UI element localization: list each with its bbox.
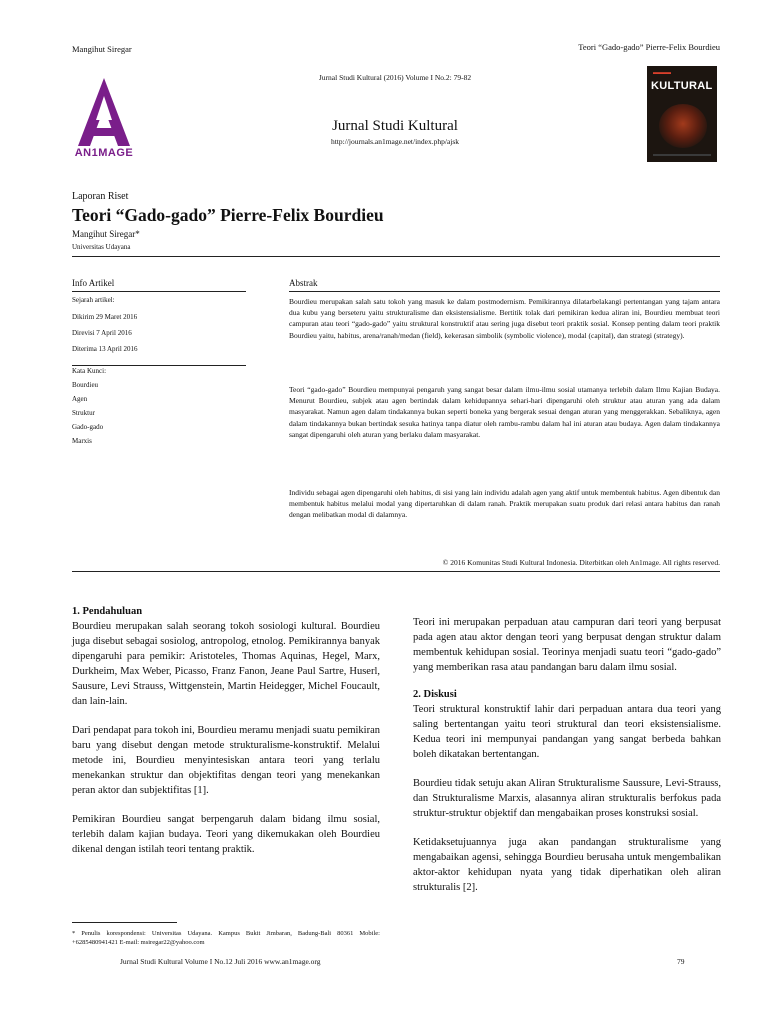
keyword-item: Marxis [72, 437, 92, 445]
body-paragraph: Ketidaksetujuannya juga akan pandangan strukturalisme yang mengabaikan agensi, sehingga Bourdieu berusaha untuk mengembalikan aktor-aktor kehidupan nyata yang tidak diperhatikan oleh aliran strukturalis [2]. [413, 837, 721, 893]
body-column-left [72, 604, 380, 871]
history-label: Sejarah artikel: [72, 296, 115, 304]
journal-reference: Jurnal Studi Kultural (2016) Volume I No.2: 79-82 [318, 73, 472, 82]
running-header-author: Mangihut Siregar [72, 44, 132, 54]
journal-title: Jurnal Studi Kultural [332, 118, 458, 134]
divider [72, 256, 720, 257]
history-list [72, 309, 138, 357]
cover-stripe [653, 154, 711, 156]
history-item: Diterima 13 April 2016 [72, 345, 138, 353]
abstract-paragraph: Individu sebagai agen dipengaruhi oleh habitus, di sisi yang lain individu adalah agen yang aktif untuk membentuk habitus. Agen dibentuk dan membentuk habitus melalui modal yang dipertaruhkan di dalam ranah. Praktik merupakan suatu produk dari relasi antara habitus dan ranah dengan melibatkan modal di dalamnya. [289, 488, 720, 520]
keywords-list [72, 378, 103, 448]
body-paragraph: Bourdieu merupakan salah seorang tokoh sosiologi kultural. Bourdieu juga disebut sebagai sosiolog, antropolog, etnolog. Pemikirannya banyak dipengaruhi para pemikir: Aristoteles, Thomas Aquinas, Hegel, Marx, Durkheim, Max Weber, Picasso, Franz Fanon, Jeane Paul Sartre, Huserl, Sausure, Levi Strauss, Wittgenstein, Martin Heidegger, Michel Foucault, dan lain-lain. [72, 621, 380, 707]
cover-artwork [659, 104, 707, 148]
cover-accent: ▬▬▬ [653, 70, 671, 76]
history-item: Dikirim 29 Maret 2016 [72, 313, 138, 321]
page-number: 79 [677, 957, 685, 966]
journal-cover-image [647, 66, 717, 162]
keywords-label: Kata Kunci: [72, 367, 107, 375]
running-header-title: Teori “Gado-gado” Pierre-Felix Bourdieu [578, 42, 720, 52]
abstract-paragraph: Teori “gado-gado” Bourdieu mempunyai pengaruh yang sangat besar dalam ilmu-ilmu sosial utamanya terlebih dalam Ilmu Kajian Budaya. Menurut Bourdieu, subjek atau agen bertindak dalam kehidupannya sehari-hari dipengaruhi oleh struktur atau aturan yang ada dalam masyarakat. Namun agen dalam tindakannya bukan seperti boneka yang bergerak sesuai dengan aturan yang menggerakkan. Sebaliknya, agen dalam tindakannya bukan bertindak sesuka hatinya tanpa diatur oleh rambu-rambu dalam hal ini aturan atau budaya. Agen dalam tindakannya sangat dipengaruhi oleh aturan yang berlaku dalam masyarakat. [289, 385, 720, 439]
an1mage-logo-icon [70, 76, 138, 158]
footer-journal-info: Jurnal Studi Kultural Volume I No.12 Juli 2016 www.an1mage.org [120, 957, 321, 966]
body-paragraph: Dari pendapat para tokoh ini, Bourdieu meramu menjadi suatu pemikiran baru yang disebut dengan metode strukturalisme-konstruktif. Melalui metode ini, Bourdieu menyintesiskan antara teori yang terlalu menekankan struktur dan objektifitas dengan teori yang menekankan peran aktor dan subjektifitas [1]. [72, 725, 380, 796]
divider [72, 365, 246, 366]
abstract-paragraph: Bourdieu merupakan salah satu tokoh yang masuk ke dalam postmodernism. Pemikirannya dilatarbelakangi pertentangan yang tajam antara dua kubu yang berseteru yaitu strukturalisme dan eksistensialisme. Bertitik tolak dari pemikiran kedua aliran ini, Bourdieu membuat teori campuran atau teori “gado-gado” yaitu struktural konstruktif atau sering juga disebut teori praktik sosial. Konsep penting dalam teori praktik Bourdieu yaitu, habitus, arena/ranah/medan (field), kekerasan simbolik (symbolic violence), modal (capital), dan strategi (strategy). [289, 297, 720, 340]
divider [72, 291, 246, 292]
author-affiliation: Universitas Udayana [72, 243, 131, 251]
history-item: Direvisi 7 April 2016 [72, 329, 132, 337]
keyword-item: Struktur [72, 409, 95, 417]
section-heading-discussion: 2. Diskusi [413, 689, 457, 700]
logo-text: AN1MAGE [74, 147, 134, 159]
divider [289, 291, 720, 292]
footnote-divider [72, 922, 177, 923]
body-column-right [413, 615, 721, 909]
journal-url[interactable]: http://journals.an1mage.net/index.php/ajsk [330, 137, 460, 146]
article-title: Teori “Gado-gado” Pierre-Felix Bourdieu [72, 205, 384, 225]
body-paragraph: Teori struktural konstruktif lahir dari perpaduan antara dua teori yang saling bertentangan yaitu teori struktural dan teori eksistensialisme. Kedua teori ini mempunyai pandangan yang sangat berbeda bahkan boleh dikatakan bertentangan. [413, 704, 721, 760]
body-paragraph: Pemikiran Bourdieu sangat berpengaruh dalam bidang ilmu sosial, terlebih dalam kajian budaya. Teori yang dikemukakan oleh Bourdieu dikenal dengan istilah teori tentang praktik. [72, 814, 380, 855]
author-name: Mangihut Siregar* [72, 229, 140, 239]
info-heading: Info Artikel [72, 278, 115, 288]
divider [72, 571, 720, 572]
body-paragraph: Bourdieu tidak setuju akan Aliran Strukturalisme Saussure, Levi-Strauss, dan Strukturalisme Marxis, alasannya aliran strukturalis berfokus pada struktur-struktur objektif dan mengabaikan proses konstruksi sosial. [413, 778, 721, 819]
body-paragraph: Teori ini merupakan perpaduan atau campuran dari teori yang berpusat pada agen atau aktor dengan teori yang berpusat dengan struktur dalam membentuk kehidupan sosial. Teorinya menjadi suatu teori “gado-gado” yang memberikan rasa atau pandangan baru dalam ilmu sosial. [413, 617, 721, 673]
section-label: Laporan Riset [72, 191, 129, 202]
cover-title: KULTURAL [651, 80, 713, 92]
abstract-heading: Abstrak [289, 278, 318, 288]
keyword-item: Agen [72, 395, 88, 403]
section-heading-introduction: 1. Pendahuluan [72, 606, 143, 617]
keyword-item: Gado-gado [72, 423, 104, 431]
footnote: * Penulis korespondensi: Universitas Udayana. Kampus Bukit Jimbaran, Badung-Bali 80361 Mobile: +6285480941421 E-mail: msiregar22@yahoo.com [72, 930, 380, 946]
copyright-notice: © 2016 Komunitas Studi Kultural Indonesia. Diterbitkan oleh An1mage. All rights reserved. [442, 558, 720, 567]
keyword-item: Bourdieu [72, 381, 99, 389]
